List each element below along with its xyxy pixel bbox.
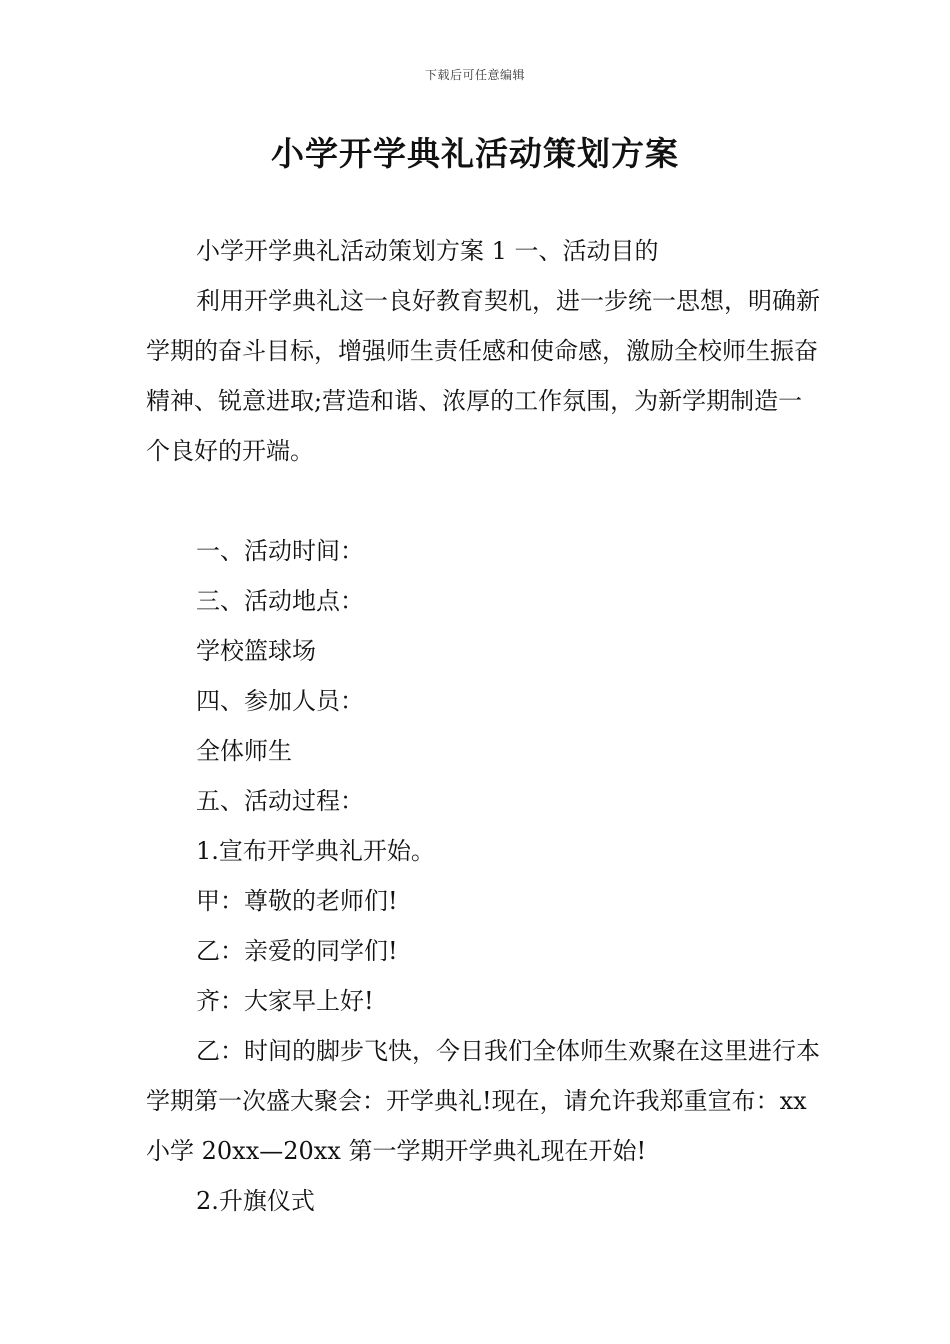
paragraph-process: 五、活动过程： (196, 787, 364, 815)
paragraph-line-qi: 齐：大家早上好! (196, 987, 374, 1015)
document-body (146, 226, 826, 1226)
paragraph-line-yi: 乙：亲爱的同学们! (196, 937, 398, 965)
paragraph-intro: 小学开学典礼活动策划方案 1 一、活动目的 (196, 237, 659, 265)
paragraph-line-jia: 甲：尊敬的老师们! (196, 887, 398, 915)
paragraph-location: 三、活动地点： (196, 587, 364, 615)
header-note: 下载后可任意编辑 (424, 68, 525, 82)
paragraph-location-value: 学校篮球场 (196, 637, 316, 665)
paragraph-step-2: 2.升旗仪式 (196, 1187, 315, 1215)
paragraph-participants: 四、参加人员： (196, 687, 364, 715)
paragraph-announcement: 乙：时间的脚步飞快，今日我们全体师生欢聚在这里进行本学期第一次盛大聚会：开学典礼!现在，请允许我郑重宣布：xx 小学 20xx—20xx 第一学期开学典礼现在开始! (146, 1037, 820, 1165)
paragraph-step-1: 1.宣布开学典礼开始。 (196, 837, 435, 865)
paragraph-purpose: 利用开学典礼这一良好教育契机，进一步统一思想，明确新学期的奋斗目标，增强师生责任感和使命感，激励全校师生振奋精神、锐意进取;营造和谐、浓厚的工作氛围，为新学期制造一个良好的开端。 (146, 287, 820, 465)
paragraph-participants-value: 全体师生 (196, 737, 292, 765)
paragraph-time: 一、活动时间： (196, 537, 364, 565)
paragraph-spacer (146, 476, 826, 526)
document-title: 小学开学典礼活动策划方案 (271, 134, 679, 173)
